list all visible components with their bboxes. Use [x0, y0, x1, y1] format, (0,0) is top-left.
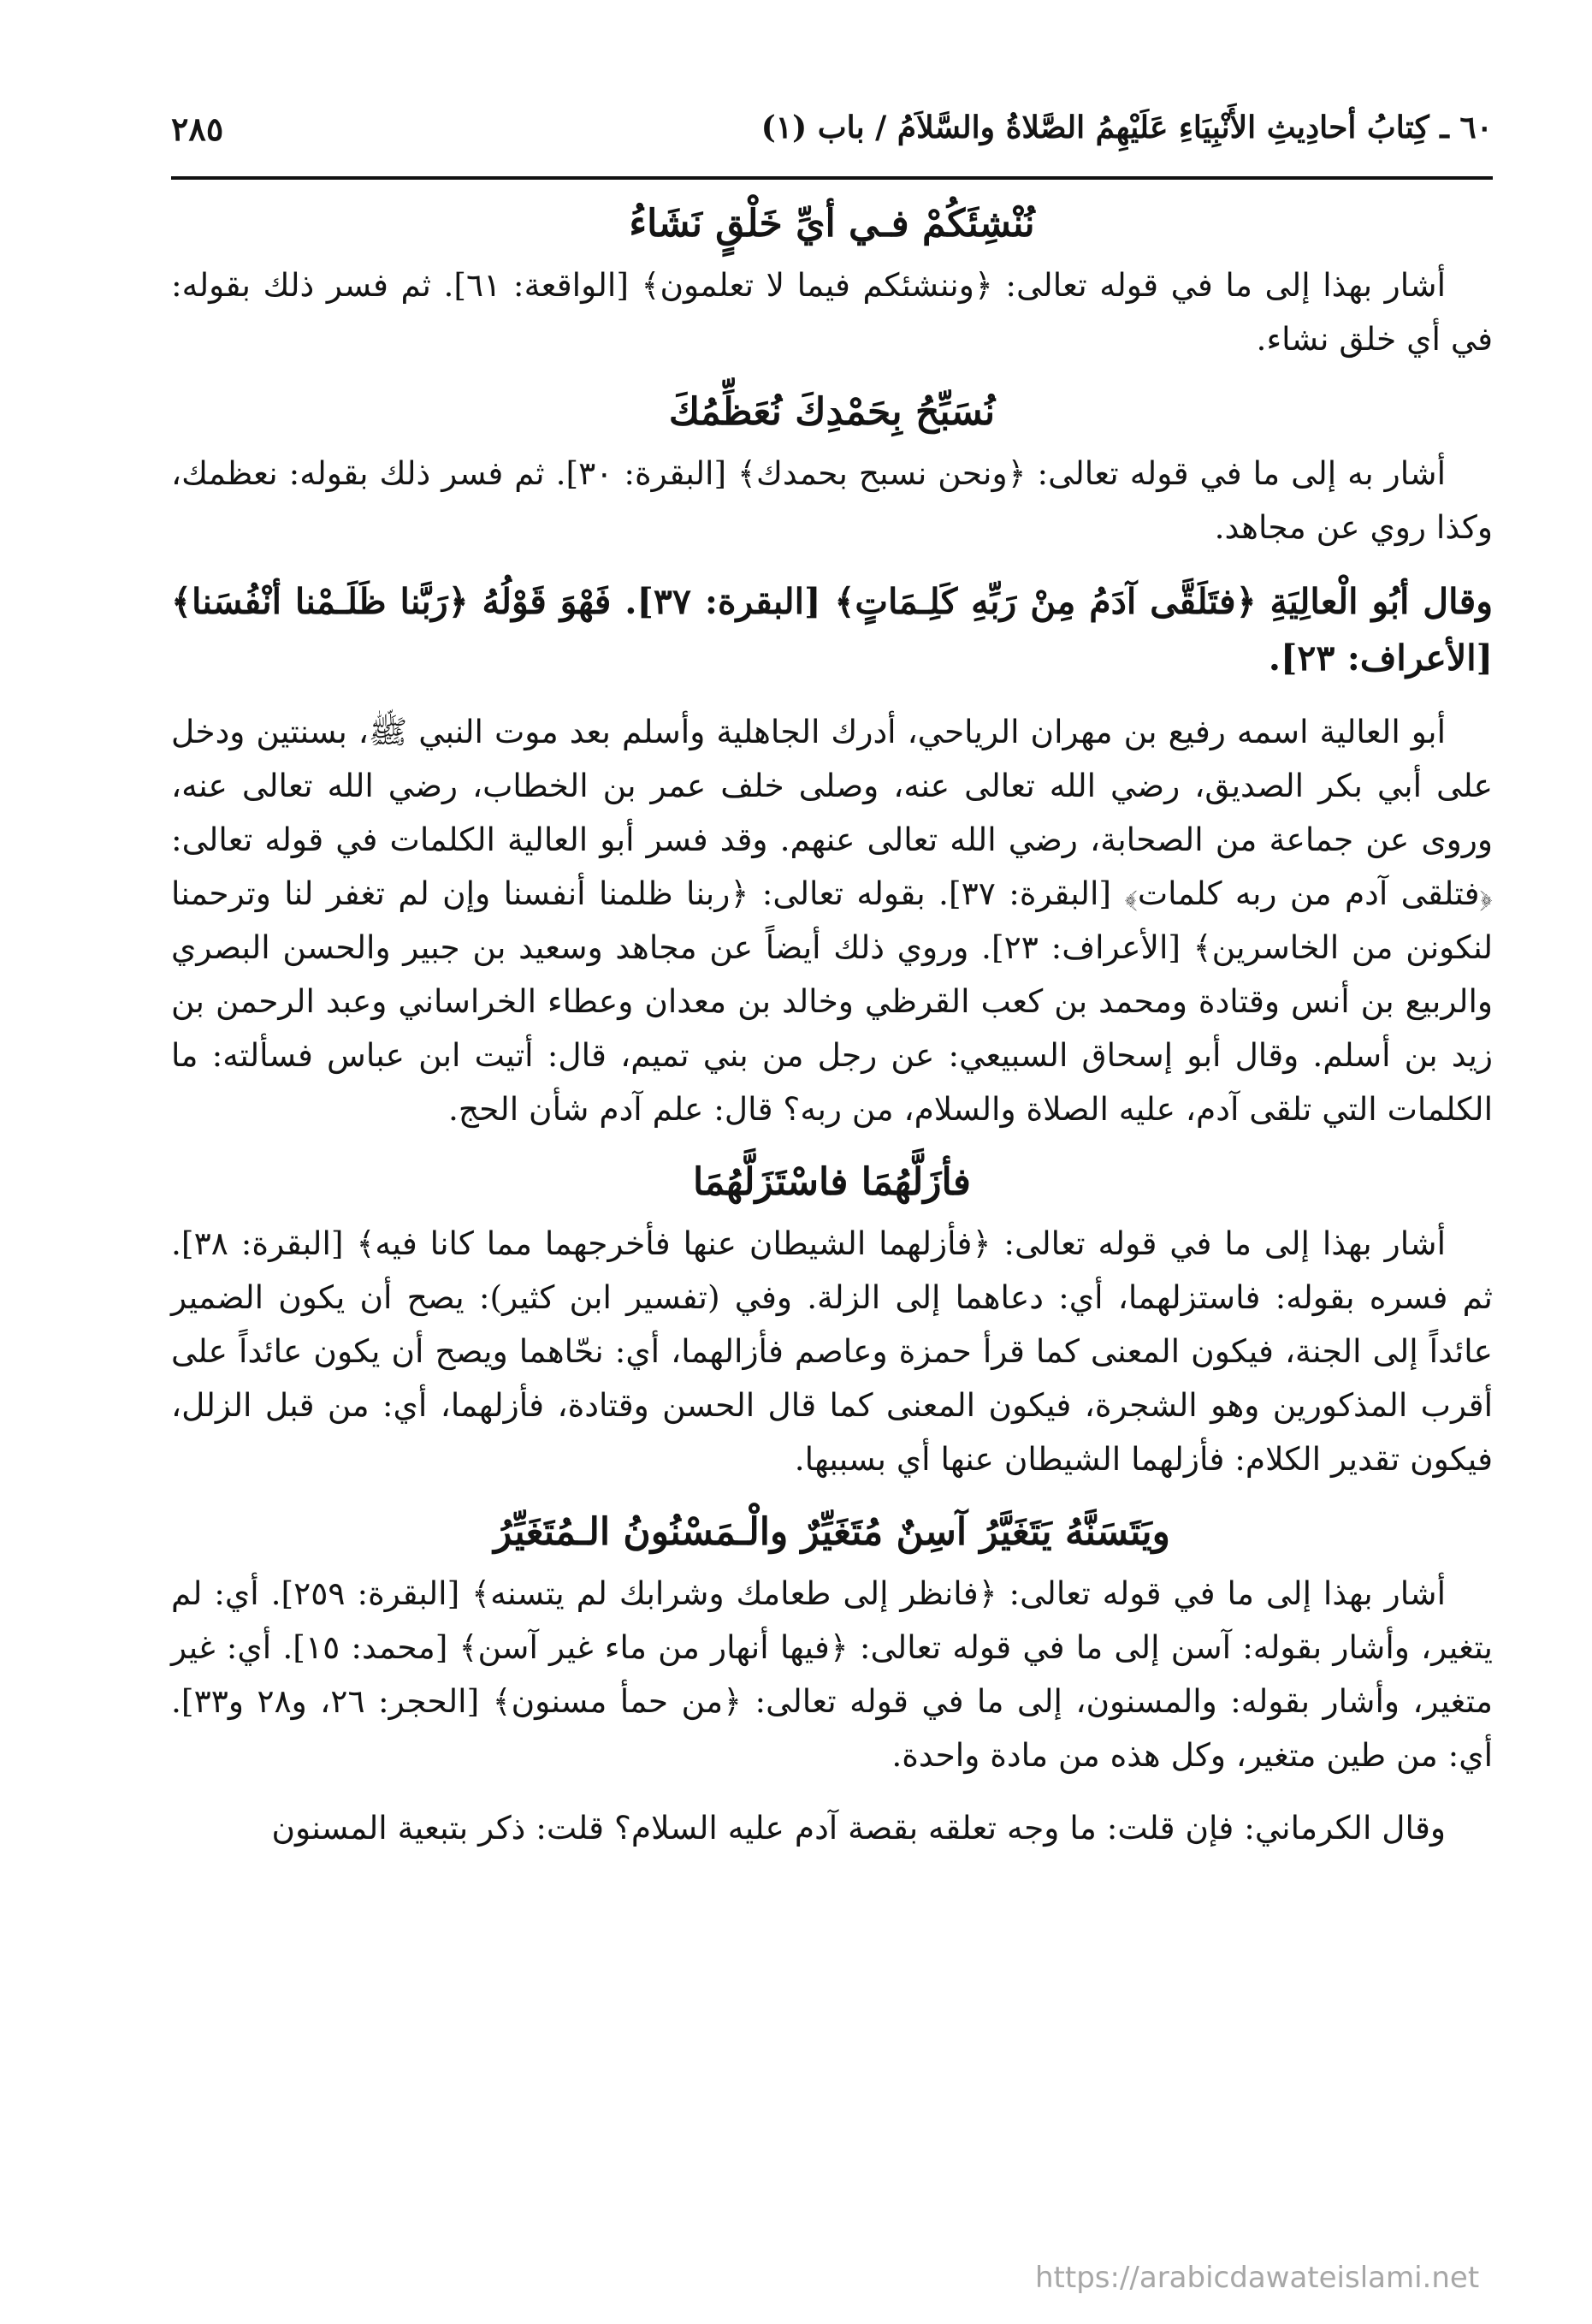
- section-nusabbihu: [171, 385, 1493, 554]
- running-header: [171, 103, 1493, 167]
- section-azallahuma: [171, 1155, 1493, 1486]
- commentary-paragraph: أشار بهذا إلى ما في قوله تعالى: ﴿فأزلهما الشيطان عنها فأخرجهما مما كانا فيه﴾ [البقرة: ٣٨]. ثم فسره بقوله: فاستزلهما، أي: دعاهما إلى الزلة. وفي (تفسير ابن كثير): يصح أن يكون الضمير عائداً إلى الجنة، فيكون المعنى كما قرأ حمزة وعاصم فأزالهما، أي: نحّاهما ويصح أن يكون عائداً على أقرب المذكورين وهو الشجرة، فيكون المعنى كما قال الحسن وقتادة، فأزلهما، أي: من قبل الزلل، فيكون تقدير الكلام: فأزلهما الشيطان عنها أي بسببها.: [171, 1224, 1493, 1479]
- section-heading: ويَتَسَنَّهُ يَتَغَيَّرُ آسِنٌ مُتَغَيِّرٌ والْـمَسْنُونُ الـمُتَغَيِّرُ: [494, 1510, 1170, 1555]
- watermark-url: https://arabicdawateislami.net: [1035, 2261, 1480, 2295]
- section-abu-al-aliya: [171, 573, 1493, 1137]
- page-number: ٢٨٥: [171, 110, 224, 148]
- section-heading: نُسَبِّحُ بِحَمْدِكَ نُعَظِّمُكَ: [668, 389, 996, 434]
- hadith-text: وقال أبُو الْعالِيَةِ ﴿فتَلَقَّى آدَمُ مِنْ رَبِّهِ كَلِـمَاتٍ﴾ [البقرة: ٣٧]. فَهْوَ قَوْلُهُ ﴿رَبَّنا ظَلَـمْنا أنْفُسَنا﴾ [الأعراف: ٢٣].: [171, 580, 1493, 679]
- chapter-title: ٦٠ ـ كِتابُ أحادِيثِ الأَنْبِيَاءِ عَلَيْهِمُ الصَّلاةُ والسَّلاَمُ / باب (١): [760, 110, 1493, 145]
- section-heading: نُنْشِئَكُمْ فـي أيِّ خَلْقٍ نَشَاءُ: [629, 202, 1035, 246]
- header-divider: [171, 176, 1493, 180]
- book-page: [171, 103, 1493, 2276]
- section-heading: فأزَلَّهُمَا فاسْتَزَلَّهُمَا: [693, 1160, 971, 1205]
- commentary-paragraph: وقال الكرماني: فإن قلت: ما وجه تعلقه بقصة آدم عليه السلام؟ قلت: ذكر بتبعية المسنون: [271, 1809, 1446, 1847]
- commentary-paragraph: أشار بهذا إلى ما في قوله تعالى: ﴿وننشئكم فيما لا تعلمون﴾ [الواقعة: ٦١]. ثم فسر ذلك بقوله: في أي خلق نشاء.: [171, 265, 1493, 358]
- commentary-paragraph: أبو العالية اسمه رفيع بن مهران الرياحي، أدرك الجاهلية وأسلم بعد موت النبي ﷺ، بسنتين ودخل على أبي بكر الصديق، رضي الله تعالى عنه، وصلى خلف عمر بن الخطاب، رضي الله تعالى عنه، وروى عن جماعة من الصحابة، رضي الله تعالى عنهم. وقد فسر أبو العالية الكلمات في قوله تعالى: ﴿فتلقى آدم من ربه كلمات﴾ [البقرة: ٣٧]. بقوله تعالى: ﴿ربنا ظلمنا أنفسنا وإن لم تغفر لنا وترحمنا لنكونن من الخاسرين﴾ [الأعراف: ٢٣]. وروي ذلك أيضاً عن مجاهد وسعيد بن جبير والحسن البصري والربيع بن أنس وقتادة ومحمد بن كعب القرظي وخالد بن معدان وعطاء الخراساني وعبد الرحمن بن زيد بن أسلم. وقال أبو إسحاق السبيعي: عن رجل من بني تميم، قال: أتيت ابن عباس فسألته: ما الكلمات التي تلقى آدم، عليه الصلاة والسلام، من ربه؟ قال: علم آدم شأن الحج.: [171, 713, 1493, 1129]
- commentary-paragraph: أشار به إلى ما في قوله تعالى: ﴿ونحن نسبح بحمدك﴾ [البقرة: ٣٠]. ثم فسر ذلك بقوله: نعظمك، وكذا روي عن مجاهد.: [171, 454, 1493, 546]
- commentary-paragraph: أشار بهذا إلى ما في قوله تعالى: ﴿فانظر إلى طعامك وشرابك لم يتسنه﴾ [البقرة: ٢٥٩]. أي: لم يتغير، وأشار بقوله: آسن إلى ما في قوله تعالى: ﴿فيها أنهار من ماء غير آسن﴾ [محمد: ١٥]. أي: غير متغير، وأشار بقوله: والمسنون، إلى ما في قوله تعالى: ﴿من حمأ مسنون﴾ [الحجر: ٢٦، و٢٨ و٣٣]. أي: من طين متغير، وكل هذه من مادة واحدة.: [171, 1574, 1494, 1774]
- page-body: [171, 197, 1493, 1855]
- section-nunshiakum: [171, 197, 1493, 366]
- section-yatasannah: [171, 1505, 1493, 1855]
